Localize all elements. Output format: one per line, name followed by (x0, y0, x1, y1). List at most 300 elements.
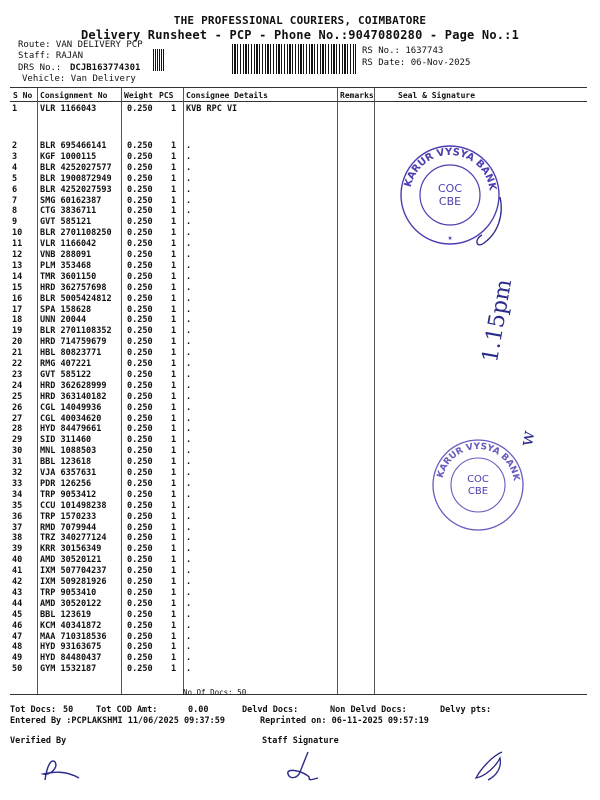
row-pcs: 1 (171, 424, 177, 435)
row-consignee: . (186, 489, 192, 500)
row-consignee: . (186, 326, 192, 337)
table-row (12, 457, 342, 467)
row-weight: 0.250 (127, 500, 153, 511)
row-consignee: . (186, 468, 192, 478)
row-pcs: 1 (171, 533, 177, 544)
row-sno: 48 (12, 642, 23, 653)
row-consignment: AMD 30520122 (40, 598, 102, 609)
row-consignee: . (186, 587, 192, 598)
col-header-weight: Weight (124, 91, 153, 100)
row-consignee: . (186, 391, 192, 402)
row-consignee: . (186, 598, 192, 609)
row-weight: 0.250 (127, 195, 153, 206)
row-pcs: 1 (171, 104, 177, 114)
rs-number: RS No.: 1637743 (362, 46, 444, 56)
table-row (12, 533, 342, 543)
row-sno: 9 (12, 217, 18, 228)
row-weight: 0.250 (127, 391, 153, 402)
row-consignee: . (186, 315, 192, 326)
table-row (12, 185, 342, 195)
row-weight: 0.250 (127, 380, 153, 391)
col-header-consignee: Consignee Details (186, 91, 268, 100)
row-sno: 14 (12, 271, 23, 282)
row-consignment: VLR 1166042 (40, 239, 97, 250)
row-consignee: . (186, 435, 192, 446)
row-pcs: 1 (171, 369, 177, 380)
row-consignment: HYD 93163675 (40, 642, 102, 653)
row-pcs: 1 (171, 391, 177, 402)
row-pcs: 1 (171, 522, 177, 533)
row-pcs: 1 (171, 478, 177, 489)
row-sno: 46 (12, 620, 23, 631)
row-sno: 25 (12, 391, 23, 402)
row-consignee: . (186, 478, 192, 489)
handwritten-mark (470, 195, 510, 255)
row-consignment: BBL 123618 (40, 457, 92, 468)
row-pcs: 1 (171, 457, 177, 468)
row-pcs: 1 (171, 239, 177, 250)
row-weight: 0.250 (127, 359, 153, 369)
row-weight: 0.250 (127, 522, 153, 533)
table-row (12, 435, 342, 445)
table-row (12, 348, 342, 358)
row-weight: 0.250 (127, 369, 153, 380)
row-consignment: HRD 714759679 (40, 337, 107, 348)
row-pcs: 1 (171, 489, 177, 500)
row-weight: 0.250 (127, 271, 153, 282)
table-row (12, 326, 342, 336)
row-pcs: 1 (171, 151, 177, 162)
row-pcs: 1 (171, 228, 177, 239)
row-consignment: BLR 2701108250 (40, 228, 112, 239)
row-consignment: MAA 710318536 (40, 631, 107, 642)
row-consignment: MNL 1088503 (40, 446, 97, 457)
row-consignee: . (186, 500, 192, 511)
row-sno: 12 (12, 250, 23, 260)
row-pcs: 1 (171, 544, 177, 555)
table-row (12, 424, 342, 434)
row-consignment: VLR 1166043 (40, 104, 97, 114)
row-consignment: HBL 80823771 (40, 348, 102, 359)
table-row (12, 501, 342, 511)
row-consignment: GVT 585121 (40, 217, 92, 228)
row-consignee: . (186, 424, 192, 435)
row-consignee: . (186, 282, 192, 293)
cod-value: 0.00 (188, 705, 209, 715)
row-pcs: 1 (171, 642, 177, 653)
row-weight: 0.250 (127, 326, 153, 337)
row-pcs: 1 (171, 206, 177, 217)
row-consignment: TRP 9053410 (40, 587, 97, 598)
row-consignee: . (186, 522, 192, 533)
row-pcs: 1 (171, 577, 177, 587)
table-row (12, 653, 342, 663)
handwritten-time: 1.15pm (478, 277, 518, 365)
row-consignee: . (186, 653, 192, 664)
table-row (12, 642, 342, 652)
row-consignee: . (186, 293, 192, 304)
row-consignment: HRD 362628999 (40, 380, 107, 391)
row-consignment: HRD 362757698 (40, 282, 107, 293)
staff-text: Staff: RAJAN (18, 51, 84, 61)
row-consignee: . (186, 304, 192, 315)
row-consignee: . (186, 359, 192, 369)
tot-docs-label: Tot Docs: (10, 705, 57, 715)
row-sno: 47 (12, 631, 23, 642)
row-sno: 43 (12, 587, 23, 598)
row-weight: 0.250 (127, 642, 153, 653)
row-consignment: IXM 507704237 (40, 566, 107, 577)
table-row (12, 174, 342, 184)
drs-label: DRS No.: (18, 63, 62, 73)
row-pcs: 1 (171, 435, 177, 446)
row-consignee: . (186, 141, 192, 151)
row-weight: 0.250 (127, 435, 153, 446)
row-pcs: 1 (171, 217, 177, 228)
row-weight: 0.250 (127, 162, 153, 173)
row-consignment: PDR 126256 (40, 478, 92, 489)
row-consignee: . (186, 642, 192, 653)
row-pcs: 1 (171, 631, 177, 642)
table-row (12, 414, 342, 424)
row-weight: 0.250 (127, 304, 153, 315)
row-sno: 15 (12, 282, 23, 293)
row-weight: 0.250 (127, 620, 153, 631)
row-consignment: HYD 84479661 (40, 424, 102, 435)
table-row (12, 261, 342, 271)
row-weight: 0.250 (127, 173, 153, 184)
reprinted-on: Reprinted on: 06-11-2025 09:57:19 (260, 716, 429, 726)
row-sno: 38 (12, 533, 23, 544)
row-consignee: . (186, 664, 192, 675)
row-consignment: BBL 123619 (40, 609, 92, 620)
col-header-pcs: PCS (159, 91, 174, 100)
bank-stamp (428, 435, 528, 535)
row-consignee: . (186, 250, 192, 260)
table-row (12, 228, 342, 238)
row-sno: 37 (12, 522, 23, 533)
row-pcs: 1 (171, 348, 177, 359)
col-header-remarks: Remarks (340, 91, 374, 100)
row-consignment: SMG 60162387 (40, 195, 102, 206)
row-consignee: . (186, 260, 192, 271)
table-row (12, 479, 342, 489)
row-consignee: . (186, 337, 192, 348)
row-sno: 40 (12, 555, 23, 566)
stamp-ring-text: KARUR VYSYA BANK (435, 441, 521, 482)
row-consignment: TRP 9053412 (40, 489, 97, 500)
row-weight: 0.250 (127, 151, 153, 162)
row-consignment: HYD 84480437 (40, 653, 102, 664)
row-consignment: TMR 3601150 (40, 271, 97, 282)
row-pcs: 1 (171, 566, 177, 577)
row-pcs: 1 (171, 315, 177, 326)
row-sno: 10 (12, 228, 23, 239)
row-sno: 31 (12, 457, 23, 468)
row-consignment: GYM 1532187 (40, 664, 97, 675)
row-consignment: RMG 407221 (40, 359, 92, 369)
row-weight: 0.250 (127, 217, 153, 228)
row-consignee: . (186, 217, 192, 228)
row-weight: 0.250 (127, 337, 153, 348)
row-weight: 0.250 (127, 664, 153, 675)
row-pcs: 1 (171, 653, 177, 664)
row-consignment: HRD 363140182 (40, 391, 107, 402)
table-row (12, 239, 342, 249)
row-sno: 5 (12, 173, 18, 184)
row-consignment: CGL 14049936 (40, 402, 102, 413)
row-sno: 50 (12, 664, 23, 675)
row-weight: 0.250 (127, 544, 153, 555)
row-sno: 29 (12, 435, 23, 446)
col-header-seal: Seal & Signature (398, 91, 476, 100)
table-row (12, 446, 342, 456)
verified-by-label: Verified By (10, 736, 67, 746)
row-consignment: KGF 1000115 (40, 151, 97, 162)
row-weight: 0.250 (127, 457, 153, 468)
runsheet-title: Delivery Runsheet - PCP - Phone No.:9047080280 - Page No.:1 (80, 28, 520, 42)
row-pcs: 1 (171, 195, 177, 206)
row-pcs: 1 (171, 587, 177, 598)
row-weight: 0.250 (127, 184, 153, 195)
row-pcs: 1 (171, 511, 177, 522)
table-row (12, 555, 342, 565)
table-row (12, 621, 342, 631)
row-pcs: 1 (171, 162, 177, 173)
row-consignee: . (186, 162, 192, 173)
stamp-line2: CBE (467, 486, 489, 497)
row-pcs: 1 (171, 598, 177, 609)
row-consignment: SID 311460 (40, 435, 92, 446)
row-pcs: 1 (171, 173, 177, 184)
table-row (12, 544, 342, 554)
table-row (12, 664, 342, 674)
table-row (12, 294, 342, 304)
row-pcs: 1 (171, 500, 177, 511)
row-consignment: GVT 585122 (40, 369, 92, 380)
route-text: Route: VAN DELIVERY PCP (18, 40, 143, 50)
entered-by: Entered By :PCPLAKSHMI 11/06/2025 09:37:59 (10, 716, 225, 726)
row-pcs: 1 (171, 184, 177, 195)
row-weight: 0.250 (127, 141, 153, 151)
row-weight: 0.250 (127, 228, 153, 239)
row-consignment: BLR 4252027593 (40, 184, 112, 195)
row-pcs: 1 (171, 337, 177, 348)
row-weight: 0.250 (127, 609, 153, 620)
row-sno: 33 (12, 478, 23, 489)
table-row (12, 359, 342, 369)
row-weight: 0.250 (127, 478, 153, 489)
row-consignment: CGL 40034620 (40, 413, 102, 424)
row-weight: 0.250 (127, 424, 153, 435)
col-header-sno: S No (13, 91, 33, 100)
non-delvd-docs: Non Delvd Docs: (330, 705, 407, 715)
stamp-line1: COC (467, 474, 489, 485)
row-consignee: . (186, 609, 192, 620)
table-row (12, 206, 342, 216)
table-row (12, 141, 342, 151)
row-sno: 18 (12, 315, 23, 326)
table-row (12, 392, 342, 402)
row-sno: 24 (12, 380, 23, 391)
row-consignee: . (186, 173, 192, 184)
row-consignee: . (186, 577, 192, 587)
row-pcs: 1 (171, 304, 177, 315)
row-sno: 7 (12, 195, 18, 206)
row-pcs: 1 (171, 555, 177, 566)
row-consignee: . (186, 195, 192, 206)
table-row (12, 305, 342, 315)
row-consignee: . (186, 369, 192, 380)
row-consignee: . (186, 184, 192, 195)
row-consignment: UNN 20044 (40, 315, 87, 326)
verified-signature (35, 752, 95, 788)
table-row (12, 610, 342, 620)
table-row (12, 566, 342, 576)
row-consignee: . (186, 446, 192, 457)
row-weight: 0.250 (127, 206, 153, 217)
row-pcs: 1 (171, 413, 177, 424)
col-divider (374, 88, 375, 694)
row-pcs: 1 (171, 282, 177, 293)
barcode (232, 44, 356, 74)
row-consignee: . (186, 544, 192, 555)
row-pcs: 1 (171, 609, 177, 620)
row-consignment: BLR 695466141 (40, 141, 107, 151)
row-weight: 0.250 (127, 533, 153, 544)
row-consignment: KRR 30156349 (40, 544, 102, 555)
row-sno: 27 (12, 413, 23, 424)
row-weight: 0.250 (127, 239, 153, 250)
stamp-line2: CBE (438, 195, 462, 208)
small-barcode (153, 49, 165, 71)
table-row (12, 152, 342, 162)
tot-docs-value: 50 (63, 705, 74, 715)
stamp-line1: COC (437, 182, 463, 195)
row-sno: 28 (12, 424, 23, 435)
row-weight: 0.250 (127, 468, 153, 478)
row-pcs: 1 (171, 326, 177, 337)
table-row (12, 381, 342, 391)
row-consignee: . (186, 457, 192, 468)
row-weight: 0.250 (127, 587, 153, 598)
row-consignment: TRP 1570233 (40, 511, 97, 522)
row-consignment: AMD 30520121 (40, 555, 102, 566)
table-row (12, 599, 342, 609)
row-sno: 42 (12, 577, 23, 587)
row-weight: 0.250 (127, 104, 153, 114)
row-consignee: . (186, 631, 192, 642)
row-sno: 19 (12, 326, 23, 337)
row-sno: 16 (12, 293, 23, 304)
rs-date: RS Date: 06-Nov-2025 (362, 58, 471, 68)
table-header-border (10, 101, 587, 102)
row-consignee: . (186, 511, 192, 522)
no-of-docs: No.Of Docs: 50 (183, 688, 247, 697)
drs-value: DCJB163774301 (70, 63, 141, 73)
row-consignee: . (186, 206, 192, 217)
row-sno: 17 (12, 304, 23, 315)
stamp-ring-text: KARUR VYSYA BANK (402, 146, 498, 192)
row-consignment: VJA 6357631 (40, 468, 97, 478)
row-consignee: . (186, 413, 192, 424)
row-sno: 49 (12, 653, 23, 664)
row-sno: 34 (12, 489, 23, 500)
row-weight: 0.250 (127, 402, 153, 413)
table-row (12, 196, 342, 206)
staff-signature-label: Staff Signature (262, 736, 339, 746)
row-pcs: 1 (171, 293, 177, 304)
delvy-pts: Delvy pts: (440, 705, 492, 715)
row-weight: 0.250 (127, 413, 153, 424)
row-weight: 0.250 (127, 489, 153, 500)
table-row (12, 272, 342, 282)
row-consignment: BLR 5005424812 (40, 293, 112, 304)
staff-signature (278, 748, 328, 788)
vehicle-text: Vehicle: Van Delivery (22, 74, 136, 84)
row-sno: 44 (12, 598, 23, 609)
row-pcs: 1 (171, 141, 177, 151)
row-weight: 0.250 (127, 511, 153, 522)
row-pcs: 1 (171, 620, 177, 631)
row-sno: 11 (12, 239, 23, 250)
row-weight: 0.250 (127, 315, 153, 326)
row-weight: 0.250 (127, 566, 153, 577)
row-weight: 0.250 (127, 631, 153, 642)
row-consignee: . (186, 533, 192, 544)
row-sno: 32 (12, 468, 23, 478)
row-weight: 0.250 (127, 555, 153, 566)
table-row (12, 250, 342, 260)
row-sno: 36 (12, 511, 23, 522)
table-row (12, 577, 342, 587)
row-consignment: CTG 3836711 (40, 206, 97, 217)
row-consignment: KCM 40341872 (40, 620, 102, 631)
table-row (12, 490, 342, 500)
cod-label: Tot COD Amt: (96, 705, 158, 715)
table-row (12, 632, 342, 642)
table-bottom-border (10, 694, 587, 695)
row-weight: 0.250 (127, 348, 153, 359)
row-pcs: 1 (171, 402, 177, 413)
row-sno: 45 (12, 609, 23, 620)
row-consignee: . (186, 620, 192, 631)
row-pcs: 1 (171, 359, 177, 369)
row-pcs: 1 (171, 260, 177, 271)
handwritten-note: w (516, 429, 540, 448)
row-sno: 2 (12, 141, 18, 151)
row-consignment: PLM 353468 (40, 260, 92, 271)
row-sno: 6 (12, 184, 18, 195)
row-consignee: . (186, 228, 192, 239)
row-sno: 20 (12, 337, 23, 348)
row-consignee: . (186, 239, 192, 250)
table-row (12, 403, 342, 413)
row-consignment: IXM 509281926 (40, 577, 107, 587)
row-weight: 0.250 (127, 653, 153, 664)
row-sno: 1 (12, 104, 18, 114)
table-row (12, 163, 342, 173)
row-consignment: TRZ 340277124 (40, 533, 107, 544)
table-row (12, 512, 342, 522)
table-row (12, 523, 342, 533)
row-pcs: 1 (171, 271, 177, 282)
col-header-consignment: Consignment No (40, 91, 108, 100)
row-weight: 0.250 (127, 260, 153, 271)
row-consignee: . (186, 402, 192, 413)
row-weight: 0.250 (127, 293, 153, 304)
row-consignee: . (186, 380, 192, 391)
